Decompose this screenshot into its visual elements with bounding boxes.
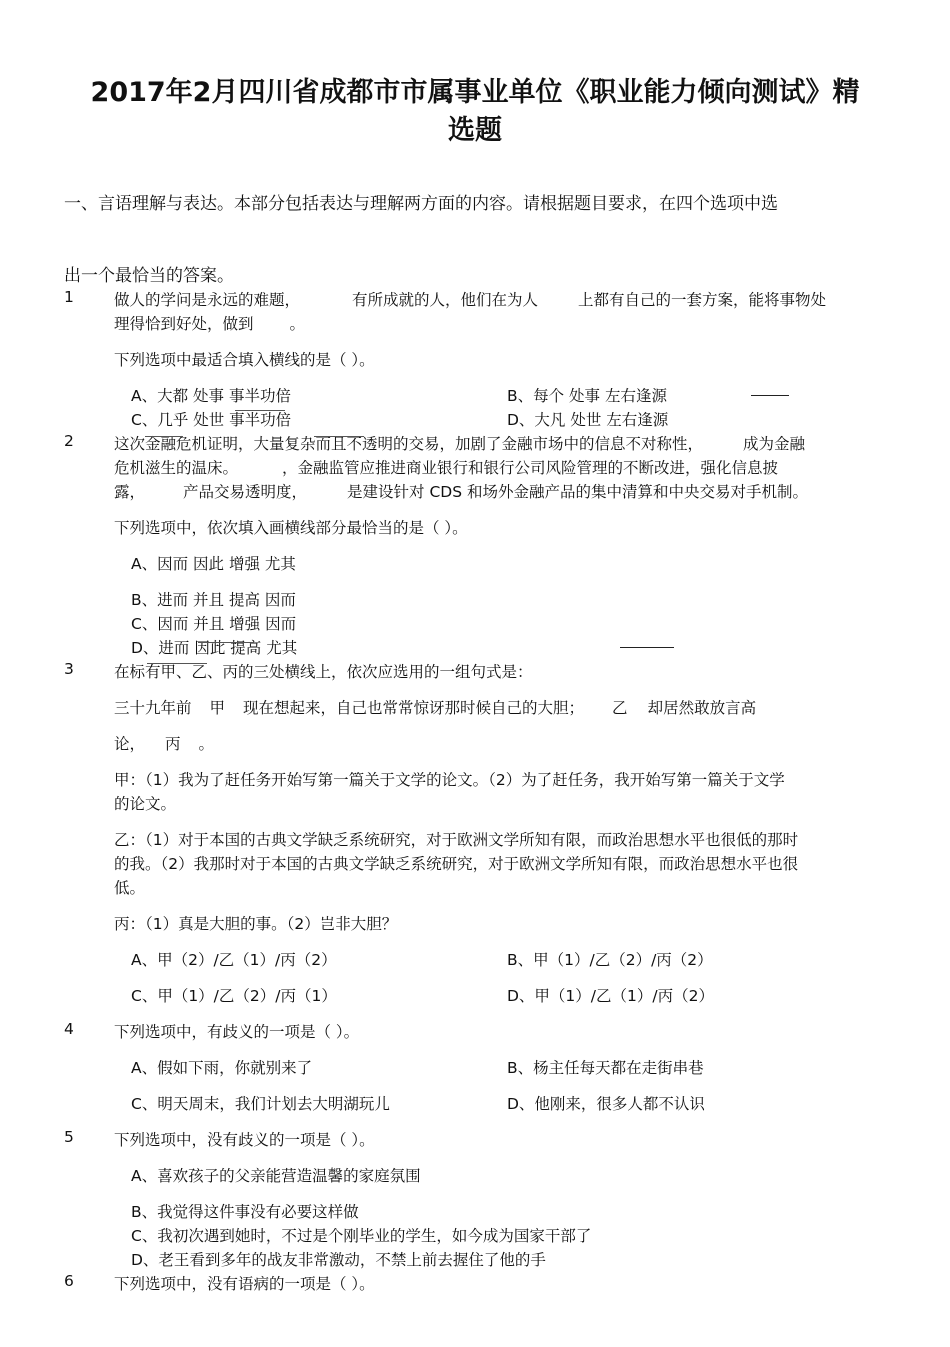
strike-mark	[314, 436, 364, 437]
option-c: C、甲（1）/乙（2）/丙（1）	[131, 987, 337, 1005]
option-d: D、他刚来，很多人都不认识	[507, 1095, 705, 1113]
option-d: D、甲（1）/乙（1）/丙（2）	[507, 987, 714, 1005]
question-passage	[114, 696, 756, 718]
strike-mark	[147, 663, 207, 664]
question-prompt: 下列选项中，没有歧义的一项是（ ）。	[114, 1131, 375, 1149]
option-a: A、喜欢孩子的父亲能营造温馨的家庭氛围	[131, 1167, 421, 1185]
stem-text: 露，	[114, 483, 146, 501]
stem-text: 危机滋生的温床。	[114, 459, 239, 477]
document-title-line2: 选题	[448, 115, 502, 146]
choice-yi-line2: 的我。（2）我那时对于本国的古典文学缺乏系统研究，对于欧洲文学所知有限，而政治思想水平也很	[114, 855, 799, 873]
choice-bing: 丙：（1）真是大胆的事。（2）岂非大胆？	[114, 915, 398, 933]
passage-text: 论，	[114, 735, 146, 753]
question-number: 3	[64, 660, 74, 678]
blank-label: 乙	[612, 699, 628, 717]
question-prompt: 下列选项中，有歧义的一项是（ ）。	[114, 1023, 360, 1041]
stem-text: 有所成就的人，他们在为人	[352, 291, 539, 309]
strike-mark	[235, 410, 285, 411]
section-intro-line2: 出一个最恰当的答案。	[64, 266, 234, 286]
passage-text: 却居然敢放言高	[647, 699, 757, 717]
question-stem	[114, 312, 305, 334]
stem-text: 做人的学问是永远的难题，	[114, 291, 301, 309]
question-number: 2	[64, 432, 74, 450]
option-c: C、明天周末，我们计划去大明湖玩儿	[131, 1095, 390, 1113]
strike-mark	[198, 642, 254, 643]
stem-text: ，金融监管应推进商业银行和银行公司风险管理的不断改进，强化信息披	[282, 459, 779, 477]
stem-text: 理得恰到好处，做到	[114, 315, 254, 333]
option-a: A、假如下雨，你就别来了	[131, 1059, 313, 1077]
passage-text: 三十九年前	[114, 699, 192, 717]
stem-text: 产品交易透明度，	[183, 483, 308, 501]
option-b: B、进而 并且 提高 因而	[131, 591, 296, 609]
option-b: B、甲（1）/乙（2）/丙（2）	[507, 951, 713, 969]
question-stem	[114, 480, 808, 502]
choice-yi-line1: 乙：（1）对于本国的古典文学缺乏系统研究，对于欧洲文学所知有限，而政治思想水平也很低的那时	[114, 831, 799, 849]
question-number: 6	[64, 1272, 74, 1290]
option-a: A、大都 处事 事半功倍	[131, 387, 291, 405]
choice-jia-line2: 的论文。	[114, 795, 177, 813]
strike-mark	[145, 436, 183, 437]
blank-line	[751, 395, 789, 396]
blank-label: 甲	[209, 699, 226, 717]
option-d: D、进而 因此 提高 尤其	[131, 639, 298, 657]
question-number: 4	[64, 1020, 74, 1038]
blank-label: 丙	[165, 735, 181, 753]
option-c: C、几乎 处世 事半功倍	[131, 411, 292, 429]
question-stem	[114, 288, 826, 310]
choice-jia-line1: 甲：（1）我为了赶任务开始写第一篇关于文学的论文。（2）为了赶任务，我开始写第一篇关于文学	[114, 771, 785, 789]
question-prompt: 下列选项中最适合填入横线的是（ ）。	[114, 351, 375, 369]
stem-text: 这次金融危机证明，大量复杂而且不透明的交易，加剧了金融市场中的信息不对称性，	[114, 435, 704, 453]
option-c: C、因而 并且 增强 因而	[131, 615, 297, 633]
stem-text: 成为金融	[743, 435, 806, 453]
question-number: 1	[64, 288, 74, 306]
question-prompt: 下列选项中，没有语病的一项是（ ）。	[114, 1275, 375, 1293]
option-a: A、因而 因此 增强 尤其	[131, 555, 296, 573]
blank-line	[620, 647, 674, 648]
passage-text: 现在想起来，自己也常常惊讶那时候自己的大胆；	[243, 699, 585, 717]
question-stem: 在标有甲、乙、丙的三处横线上，依次应选用的一组句式是：	[114, 663, 533, 681]
question-stem	[114, 432, 805, 454]
stem-text: 。	[289, 315, 306, 333]
stem-text: 上都有自己的一套方案，能将事物处	[578, 291, 827, 309]
passage-text: 。	[198, 735, 215, 753]
option-d: D、大凡 处世 左右逢源	[507, 411, 669, 429]
question-passage	[114, 732, 214, 754]
option-b: B、我觉得这件事没有必要这样做	[131, 1203, 359, 1221]
question-prompt: 下列选项中，依次填入画横线部分最恰当的是（ ）。	[114, 519, 468, 537]
option-a: A、甲（2）/乙（1）/丙（2）	[131, 951, 337, 969]
option-d: D、老王看到多年的战友非常激动，不禁上前去握住了他的手	[131, 1251, 546, 1269]
option-b: B、每个 处事 左右逢源	[507, 387, 667, 405]
question-stem	[114, 456, 778, 478]
stem-text: 是建设针对 CDS 和场外金融产品的集中清算和中央交易对手机制。	[347, 483, 808, 501]
question-number: 5	[64, 1128, 74, 1146]
option-c: C、我初次遇到她时，不过是个刚毕业的学生，如今成为国家干部了	[131, 1227, 592, 1245]
section-intro-line1: 一、言语理解与表达。本部分包括表达与理解两方面的内容。请根据题目要求，在四个选项中选	[64, 194, 778, 214]
choice-yi-line3: 低。	[114, 879, 146, 897]
document-title-line1: 2017年2月四川省成都市市属事业单位《职业能力倾向测试》精	[90, 77, 860, 108]
option-b: B、杨主任每天都在走街串巷	[507, 1059, 704, 1077]
